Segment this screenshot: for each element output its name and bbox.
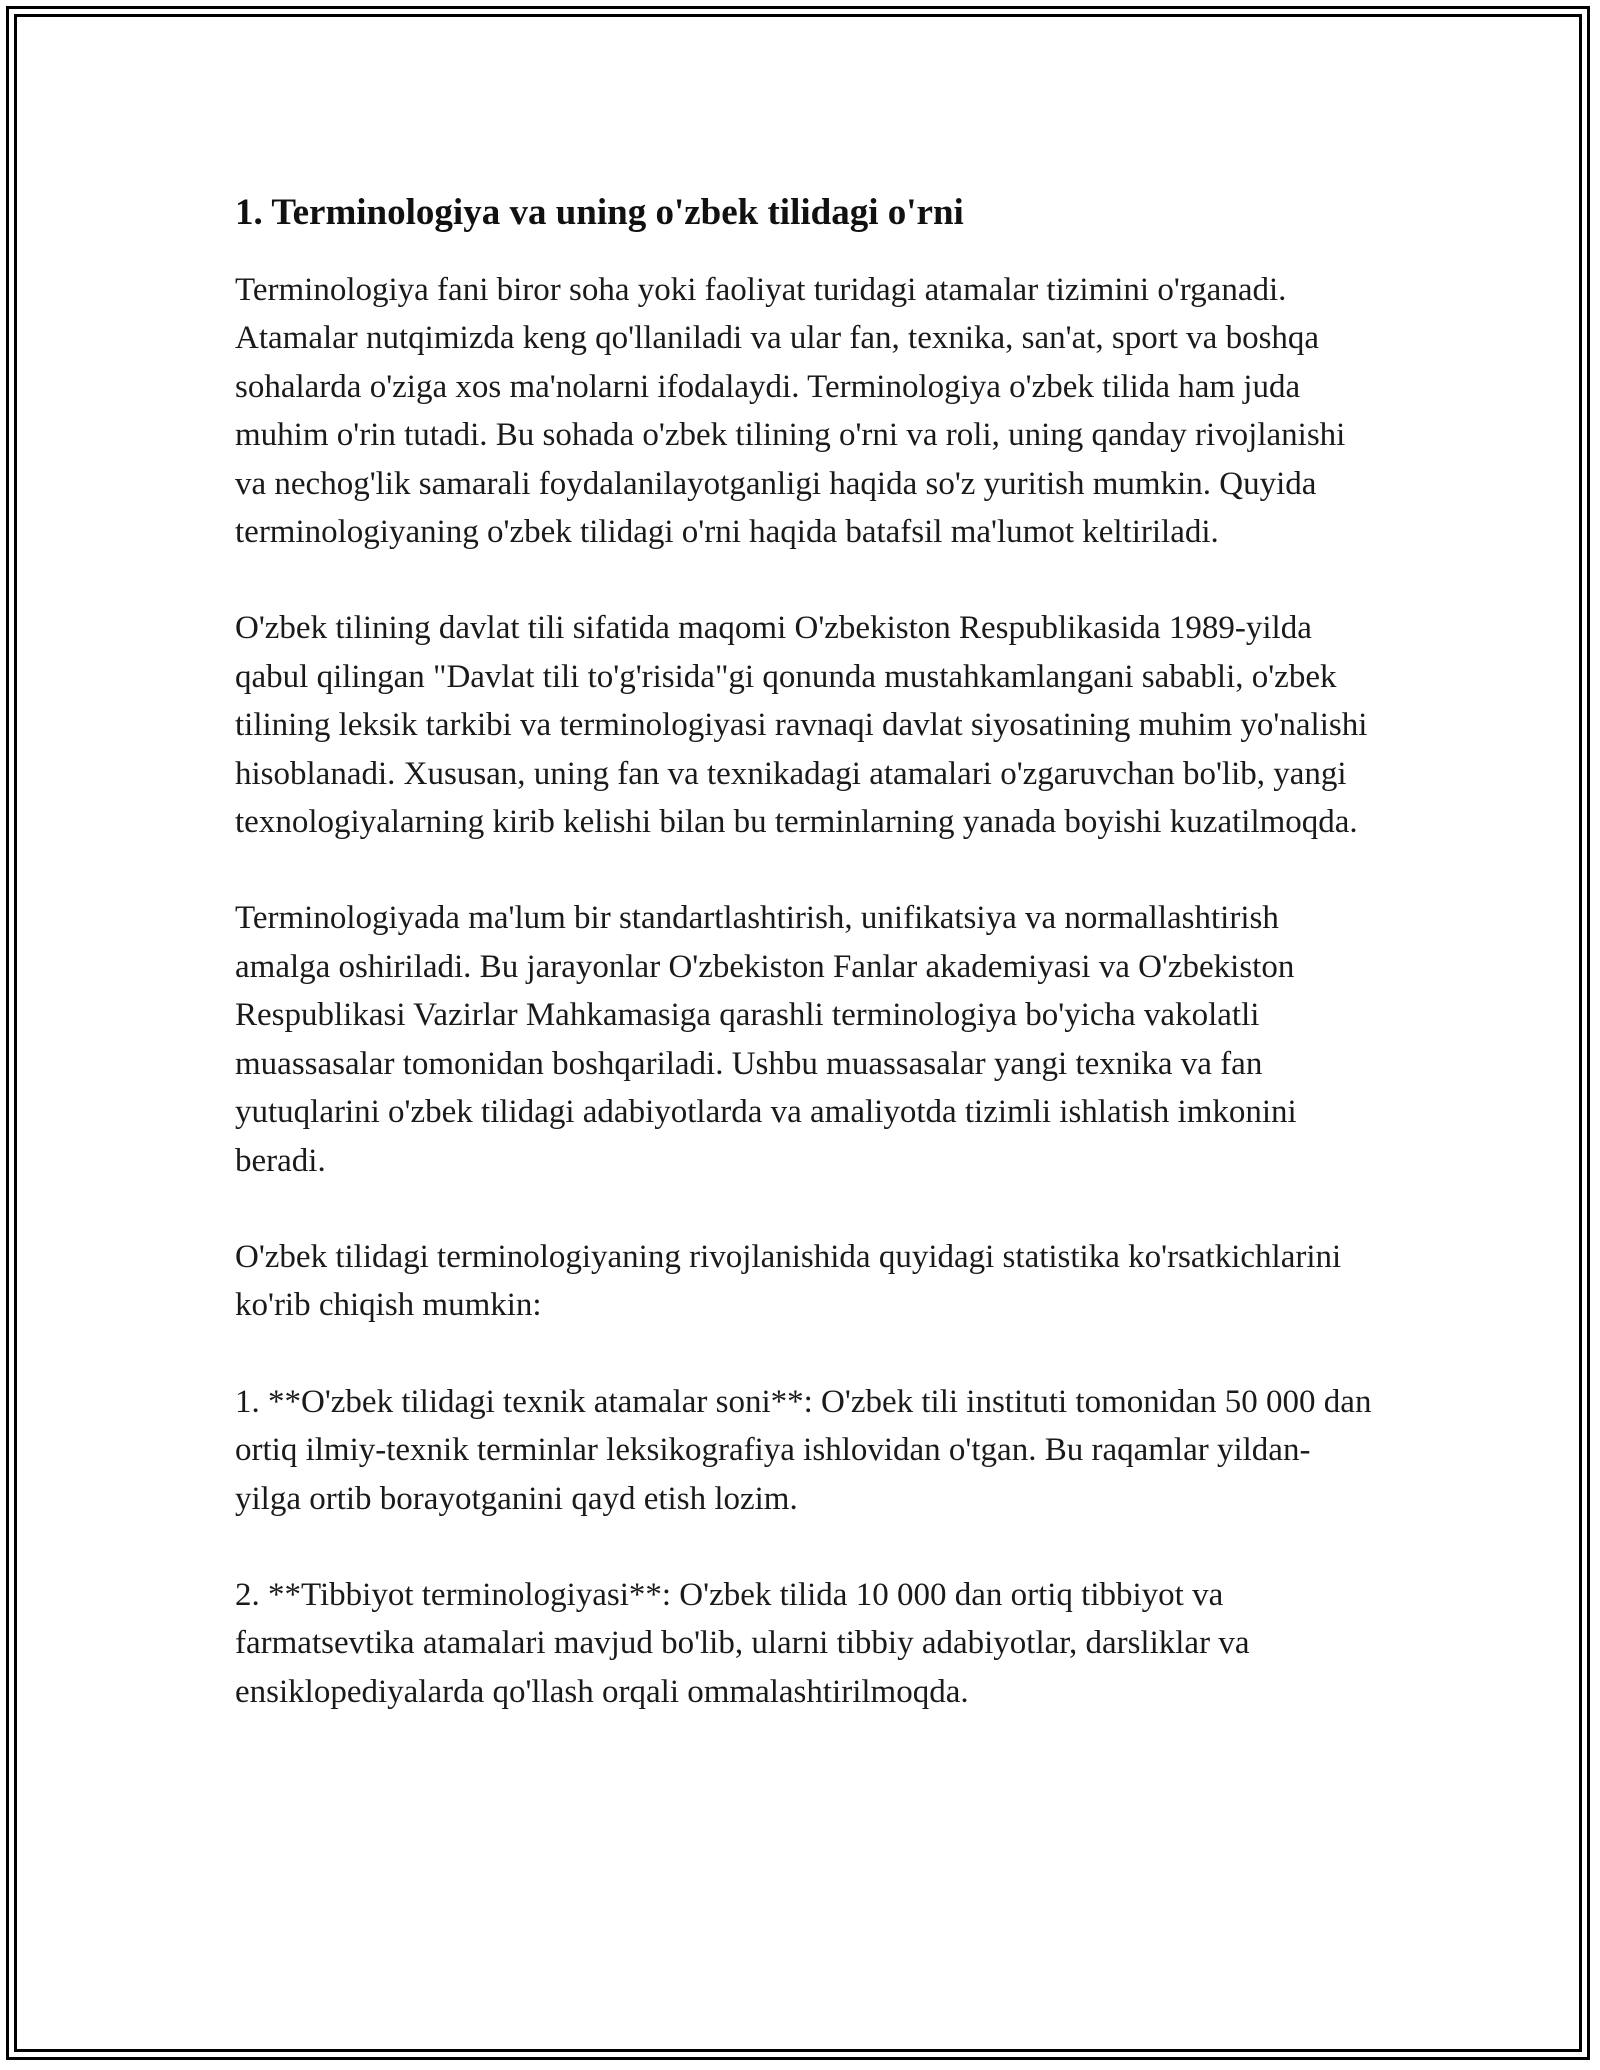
list-item-medical-terms: 2. **Tibbiyot terminologiyasi**: O'zbek tilida 10 000 dan ortiq tibbiyot va farmatsevtika atamalari mavjud bo'lib, ularni tibbiy adabiyotlar, darsliklar va ensiklopediyalarda qo'llash orqali ommalashtirilmoqda. [235, 1576, 1250, 1710]
document-body [235, 186, 1375, 1764]
paragraph-standardization: Terminologiyada ma'lum bir standartlashtirish, unifikatsiya va normallashtirish amalga oshiriladi. Bu jarayonlar O'zbekiston Fanlar akademiyasi va O'zbekiston Respublikasi Vazirlar Mahkamasiga qarashli terminologiya bo'yicha vakolatli muassasalar tomonidan boshqariladi. Ushbu muassasalar yangi texnika va fan yutuqlarini o'zbek tilidagi adabiyotlarda va amaliyotda tizimli ishlatish imkonini beradi. [235, 900, 1297, 1179]
list-item-technical-terms: 1. **O'zbek tilidagi texnik atamalar soni**: O'zbek tili instituti tomonidan 50 000 dan ortiq ilmiy-texnik terminlar leksikografiya ishlovidan o'tgan. Bu raqamlar yildan-yilga ortib borayotganini qayd etish lozim. [235, 1383, 1372, 1517]
paragraph-intro: Terminologiya fani biror soha yoki faoliyat turidagi atamalar tizimini o'rganadi. Atamalar nutqimizda keng qo'llaniladi va ular fan, texnika, san'at, sport va boshqa sohalarda o'ziga xos ma'nolarni ifodalaydi. Terminologiya o'zbek tilida ham juda muhim o'rin tutadi. Bu sohada o'zbek tilining o'rni va roli, uning qanday rivojlanishi va nechog'lik samarali foydalanilayotganligi haqida so'z yuritish mumkin. Quyida terminologiyaning o'zbek tilidagi o'rni haqida batafsil ma'lumot keltiriladi. [235, 272, 1346, 551]
paragraph-statistics-intro: O'zbek tilidagi terminologiyaning rivojlanishida quyidagi statistika ko'rsatkichlarini ko'rib chiqish mumkin: [235, 1238, 1342, 1324]
paragraph-state-language: O'zbek tilining davlat tili sifatida maqomi O'zbekiston Respublikasida 1989-yilda qabul qilingan "Davlat tili to'g'risida"gi qonunda mustahkamlangani sababli, o'zbek tilining leksik tarkibi va terminologiyasi ravnaqi davlat siyosatining muhim yo'nalishi hisoblanadi. Xususan, uning fan va texnikadagi atamalari o'zgaruvchan bo'lib, yangi texnologiyalarning kirib kelishi bilan bu terminlarning yanada boyishi kuzatilmoqda. [235, 610, 1368, 841]
section-heading: 1. Terminologiya va uning o'zbek tilidagi o'rni [235, 192, 964, 233]
